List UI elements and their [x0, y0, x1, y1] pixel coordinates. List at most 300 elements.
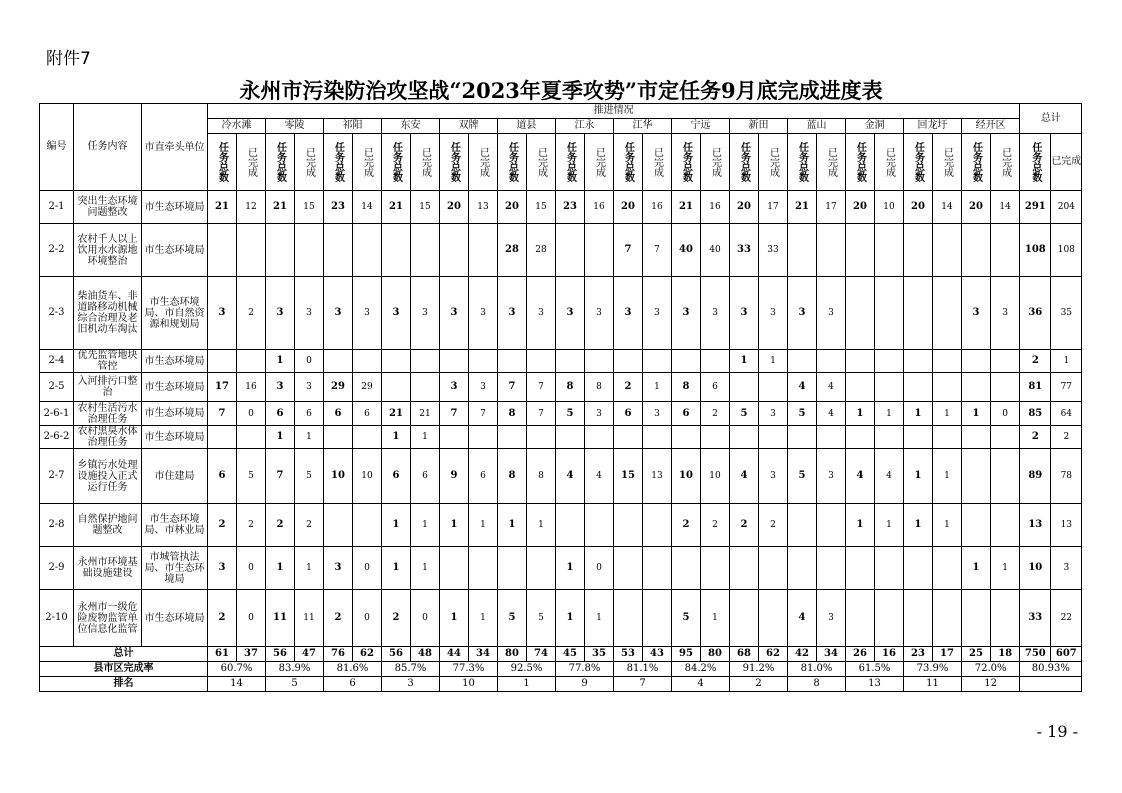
- value-cell: 3: [817, 449, 846, 504]
- table-row: [40, 224, 1082, 277]
- value-cell: [933, 373, 962, 402]
- value-cell: [411, 350, 440, 373]
- value-cell: [991, 350, 1020, 373]
- row-dept: 市生态环境局: [142, 224, 208, 277]
- value-cell: 4: [730, 449, 759, 504]
- value-cell: [933, 277, 962, 350]
- rate-label: 县市区完成率: [40, 662, 208, 677]
- value-cell: [614, 504, 643, 547]
- value-cell: 3: [817, 590, 846, 647]
- rate-cell: 81.6%: [324, 662, 382, 677]
- value-cell: 0: [991, 402, 1020, 426]
- value-cell: 3: [788, 277, 817, 350]
- value-cell: 8: [556, 373, 585, 402]
- value-cell: [962, 224, 991, 277]
- value-cell: 1: [904, 504, 933, 547]
- value-cell: [208, 224, 237, 277]
- subheader-done-label: 已完成: [883, 147, 895, 177]
- value-cell: 6: [208, 449, 237, 504]
- value-cell: 7: [527, 373, 556, 402]
- value-cell: [904, 590, 933, 647]
- value-cell: 3: [324, 277, 353, 350]
- value-cell: [991, 590, 1020, 647]
- sum-cell: 17: [933, 647, 962, 662]
- value-cell: 16: [585, 191, 614, 224]
- value-cell: 0: [295, 350, 324, 373]
- rate-cell: 84.2%: [672, 662, 730, 677]
- rank-cell: 3: [382, 677, 440, 692]
- value-cell: 1: [556, 547, 585, 590]
- value-cell: [353, 504, 382, 547]
- value-cell: [672, 350, 701, 373]
- subheader-done-label: 已完成: [767, 147, 779, 177]
- value-cell: 6: [614, 402, 643, 426]
- value-cell: 17: [759, 191, 788, 224]
- value-cell: 2: [730, 504, 759, 547]
- value-cell: 3: [324, 547, 353, 590]
- value-cell: 1: [382, 547, 411, 590]
- region-header: 宁远: [672, 119, 730, 134]
- subheader-total-label: 任务总数: [912, 142, 924, 182]
- value-cell: [904, 426, 933, 449]
- value-cell: 5: [672, 590, 701, 647]
- value-cell: [382, 373, 411, 402]
- row-dept: 市生态环境局: [142, 402, 208, 426]
- row-dept: 市住建局: [142, 449, 208, 504]
- value-cell: 28: [498, 224, 527, 277]
- sum-cell: 62: [353, 647, 382, 662]
- value-cell: [266, 224, 295, 277]
- region-header: 江永: [556, 119, 614, 134]
- value-cell: 21: [382, 402, 411, 426]
- value-cell: [991, 449, 1020, 504]
- row-no: 2-7: [40, 449, 74, 504]
- value-cell: 0: [237, 590, 266, 647]
- value-cell: 2: [759, 504, 788, 547]
- value-cell: 6: [324, 402, 353, 426]
- row-total-tasks: 33: [1020, 590, 1051, 647]
- value-cell: 1: [469, 590, 498, 647]
- value-cell: 4: [846, 449, 875, 504]
- row-no: 2-3: [40, 277, 74, 350]
- region-header: 双牌: [440, 119, 498, 134]
- value-cell: [730, 373, 759, 402]
- value-cell: 3: [411, 277, 440, 350]
- value-cell: 5: [295, 449, 324, 504]
- value-cell: 1: [962, 402, 991, 426]
- value-cell: [614, 590, 643, 647]
- sum-cell: 62: [759, 647, 788, 662]
- subheader-done: [411, 134, 440, 191]
- row-task: 突出生态环境问题整改: [74, 191, 142, 224]
- value-cell: 21: [788, 191, 817, 224]
- rate-cell: 73.9%: [904, 662, 962, 677]
- value-cell: 2: [382, 590, 411, 647]
- sum-cell: 35: [585, 647, 614, 662]
- header-no: 编号: [40, 104, 74, 191]
- subheader-total: [266, 134, 295, 191]
- table-row: [40, 449, 1082, 504]
- value-cell: [788, 350, 817, 373]
- subheader-total-label: 任务总数: [738, 142, 750, 182]
- sum-cell: 68: [730, 647, 759, 662]
- value-cell: 5: [556, 402, 585, 426]
- value-cell: 1: [266, 350, 295, 373]
- subheader-total: [846, 134, 875, 191]
- value-cell: 2: [614, 373, 643, 402]
- header-task: 任务内容: [74, 104, 142, 191]
- rank-total: [1020, 677, 1082, 692]
- value-cell: 1: [527, 504, 556, 547]
- value-cell: [411, 373, 440, 402]
- value-cell: 1: [701, 590, 730, 647]
- value-cell: [759, 590, 788, 647]
- subheader-done-label: 已完成: [941, 147, 953, 177]
- value-cell: 11: [295, 590, 324, 647]
- subheader-total: [556, 134, 585, 191]
- subheader-done-label: 已完成: [999, 147, 1011, 177]
- value-cell: 9: [440, 449, 469, 504]
- value-cell: [788, 426, 817, 449]
- value-cell: 1: [933, 402, 962, 426]
- value-cell: 3: [672, 277, 701, 350]
- value-cell: 16: [237, 373, 266, 402]
- value-cell: 3: [643, 277, 672, 350]
- subheader-done: [991, 134, 1020, 191]
- value-cell: [353, 224, 382, 277]
- value-cell: 2: [208, 590, 237, 647]
- value-cell: 3: [440, 277, 469, 350]
- value-cell: 4: [817, 373, 846, 402]
- value-cell: 5: [237, 449, 266, 504]
- subheader-total-label: 任务总数: [564, 142, 576, 182]
- value-cell: [904, 224, 933, 277]
- subheader-done-label: 已完成: [361, 147, 373, 177]
- value-cell: 11: [266, 590, 295, 647]
- region-header: 新田: [730, 119, 788, 134]
- value-cell: [498, 426, 527, 449]
- value-cell: 20: [730, 191, 759, 224]
- rate-cell: 81.0%: [788, 662, 846, 677]
- row-total-done: 204: [1051, 191, 1082, 224]
- value-cell: [875, 373, 904, 402]
- value-cell: 3: [469, 277, 498, 350]
- value-cell: 20: [904, 191, 933, 224]
- value-cell: 3: [295, 373, 324, 402]
- rank-cell: 10: [440, 677, 498, 692]
- value-cell: [817, 547, 846, 590]
- value-cell: [643, 426, 672, 449]
- sum-cell: 80: [701, 647, 730, 662]
- value-cell: 3: [817, 277, 846, 350]
- subheader-done-label: 已完成: [419, 147, 431, 177]
- rank-cell: 2: [730, 677, 788, 692]
- row-total-tasks: 36: [1020, 277, 1051, 350]
- subheader-total-label: 任务总数: [506, 142, 518, 182]
- subheader-total-label: 任务总数: [622, 142, 634, 182]
- rate-cell: 60.7%: [208, 662, 266, 677]
- value-cell: 3: [382, 277, 411, 350]
- region-header: 祁阳: [324, 119, 382, 134]
- value-cell: [382, 350, 411, 373]
- sum-cell: 44: [440, 647, 469, 662]
- row-total-done: 3: [1051, 547, 1082, 590]
- sum-cell: 34: [817, 647, 846, 662]
- row-no: 2-10: [40, 590, 74, 647]
- value-cell: 0: [353, 590, 382, 647]
- subheader-done: [701, 134, 730, 191]
- value-cell: 40: [701, 224, 730, 277]
- value-cell: [469, 224, 498, 277]
- value-cell: 20: [962, 191, 991, 224]
- value-cell: [817, 350, 846, 373]
- value-cell: [353, 350, 382, 373]
- value-cell: 1: [295, 547, 324, 590]
- value-cell: 12: [237, 191, 266, 224]
- row-total-tasks: 10: [1020, 547, 1051, 590]
- sum-cell: 34: [469, 647, 498, 662]
- value-cell: 6: [353, 402, 382, 426]
- rank-cell: 7: [614, 677, 672, 692]
- row-total-tasks: 291: [1020, 191, 1051, 224]
- rank-cell: 1: [498, 677, 556, 692]
- value-cell: 21: [672, 191, 701, 224]
- value-cell: [440, 547, 469, 590]
- value-cell: 3: [556, 277, 585, 350]
- rank-cell: 12: [962, 677, 1020, 692]
- value-cell: [991, 224, 1020, 277]
- value-cell: 6: [266, 402, 295, 426]
- sum-cell: 18: [991, 647, 1020, 662]
- table-row: [40, 373, 1082, 402]
- value-cell: [875, 350, 904, 373]
- row-no: 2-9: [40, 547, 74, 590]
- subheader-total-label: 任务总数: [796, 142, 808, 182]
- value-cell: [295, 224, 324, 277]
- value-cell: 6: [295, 402, 324, 426]
- subheader-total: [962, 134, 991, 191]
- subheader-done: [585, 134, 614, 191]
- value-cell: 1: [904, 449, 933, 504]
- header-total: 总计: [1020, 104, 1082, 134]
- row-no: 2-4: [40, 350, 74, 373]
- row-total-done: 108: [1051, 224, 1082, 277]
- value-cell: [962, 449, 991, 504]
- value-cell: 20: [498, 191, 527, 224]
- row-task: 优先监管地块管控: [74, 350, 142, 373]
- sum-cell: 56: [382, 647, 411, 662]
- value-cell: 21: [208, 191, 237, 224]
- value-cell: [759, 373, 788, 402]
- subheader-total-label: 任务总数: [332, 142, 344, 182]
- subheader-total: [498, 134, 527, 191]
- value-cell: [962, 590, 991, 647]
- value-cell: [556, 224, 585, 277]
- value-cell: [846, 224, 875, 277]
- value-cell: 13: [643, 449, 672, 504]
- value-cell: 5: [788, 402, 817, 426]
- value-cell: 4: [817, 402, 846, 426]
- value-cell: 33: [730, 224, 759, 277]
- subheader-total-label: 任务总数: [854, 142, 866, 182]
- rank-cell: 4: [672, 677, 730, 692]
- subheader-total: [904, 134, 933, 191]
- value-cell: [991, 426, 1020, 449]
- value-cell: 2: [208, 504, 237, 547]
- subheader-total-label: 任务总数: [970, 142, 982, 182]
- value-cell: [846, 373, 875, 402]
- row-total-done: 64: [1051, 402, 1082, 426]
- value-cell: [875, 224, 904, 277]
- page-number: - 19 -: [1036, 722, 1078, 741]
- value-cell: [991, 373, 1020, 402]
- value-cell: 28: [527, 224, 556, 277]
- row-dept: 市生态环境局、市自然资源和规划局: [142, 277, 208, 350]
- value-cell: 3: [295, 277, 324, 350]
- value-cell: [962, 426, 991, 449]
- rank-cell: 9: [556, 677, 614, 692]
- region-header: 回龙圩: [904, 119, 962, 134]
- subheader-done: [353, 134, 382, 191]
- value-cell: [324, 350, 353, 373]
- value-cell: [324, 224, 353, 277]
- value-cell: 1: [875, 402, 904, 426]
- sum-cell: 37: [237, 647, 266, 662]
- value-cell: 17: [817, 191, 846, 224]
- row-task: 柴油货车、非道路移动机械综合治理及老旧机动车淘汰: [74, 277, 142, 350]
- value-cell: 23: [556, 191, 585, 224]
- row-total-done: 77: [1051, 373, 1082, 402]
- sum-cell: 76: [324, 647, 353, 662]
- value-cell: [614, 426, 643, 449]
- subheader-total-label: 任务总数: [274, 142, 286, 182]
- value-cell: 1: [266, 426, 295, 449]
- value-cell: [672, 547, 701, 590]
- value-cell: 21: [411, 402, 440, 426]
- value-cell: 2: [324, 590, 353, 647]
- row-total-tasks: 108: [1020, 224, 1051, 277]
- subheader-total: [324, 134, 353, 191]
- value-cell: 7: [498, 373, 527, 402]
- header-dept: 市直牵头单位: [142, 104, 208, 191]
- value-cell: 1: [991, 547, 1020, 590]
- value-cell: 1: [411, 547, 440, 590]
- value-cell: 5: [730, 402, 759, 426]
- value-cell: [469, 350, 498, 373]
- value-cell: 1: [266, 547, 295, 590]
- value-cell: 3: [701, 277, 730, 350]
- value-cell: [933, 547, 962, 590]
- value-cell: 6: [382, 449, 411, 504]
- row-total-done: 78: [1051, 449, 1082, 504]
- value-cell: 1: [440, 504, 469, 547]
- sum-cell: 16: [875, 647, 904, 662]
- row-no: 2-2: [40, 224, 74, 277]
- row-no: 2-8: [40, 504, 74, 547]
- value-cell: 2: [237, 504, 266, 547]
- table-row: [40, 504, 1082, 547]
- subheader-done-label: 已完成: [303, 147, 315, 177]
- value-cell: [527, 547, 556, 590]
- value-cell: [933, 590, 962, 647]
- row-task: 永州市一级危险废物监管单位信息化监管: [74, 590, 142, 647]
- value-cell: 3: [440, 373, 469, 402]
- subheader-total-label: 任务总数: [1029, 142, 1041, 182]
- value-cell: 6: [469, 449, 498, 504]
- subheader-done-label: 已完成: [651, 147, 663, 177]
- value-cell: [817, 504, 846, 547]
- value-cell: 4: [788, 590, 817, 647]
- value-cell: 3: [759, 402, 788, 426]
- rate-cell: 72.0%: [962, 662, 1020, 677]
- value-cell: 29: [353, 373, 382, 402]
- row-task: 农村黑臭水体治理任务: [74, 426, 142, 449]
- value-cell: 1: [933, 504, 962, 547]
- region-header: 东安: [382, 119, 440, 134]
- row-no: 2-6-1: [40, 402, 74, 426]
- sum-cell: 42: [788, 647, 817, 662]
- value-cell: 10: [875, 191, 904, 224]
- value-cell: 1: [382, 426, 411, 449]
- value-cell: 7: [266, 449, 295, 504]
- row-task: 农村千人以上饮用水水源地环境整治: [74, 224, 142, 277]
- subheader-done: [875, 134, 904, 191]
- value-cell: 15: [614, 449, 643, 504]
- value-cell: 7: [643, 224, 672, 277]
- value-cell: 0: [237, 402, 266, 426]
- value-cell: 7: [614, 224, 643, 277]
- value-cell: 1: [759, 350, 788, 373]
- value-cell: [643, 547, 672, 590]
- table-row: [40, 277, 1082, 350]
- rank-label: 排名: [40, 677, 208, 692]
- value-cell: 10: [672, 449, 701, 504]
- subheader-done-label: 已完成: [245, 147, 257, 177]
- value-cell: [846, 350, 875, 373]
- value-cell: 3: [266, 373, 295, 402]
- value-cell: [846, 426, 875, 449]
- value-cell: 29: [324, 373, 353, 402]
- value-cell: 1: [498, 504, 527, 547]
- value-cell: [759, 547, 788, 590]
- subheader-total-label: 任务总数: [448, 142, 460, 182]
- subheader-done: [933, 134, 962, 191]
- value-cell: 3: [585, 402, 614, 426]
- sum-cell: 80: [498, 647, 527, 662]
- value-cell: [730, 590, 759, 647]
- value-cell: [643, 590, 672, 647]
- value-cell: [324, 504, 353, 547]
- row-total-done: 2: [1051, 426, 1082, 449]
- sum-cell: 95: [672, 647, 701, 662]
- region-header: 零陵: [266, 119, 324, 134]
- sum-label: 总计: [40, 647, 208, 662]
- row-dept: 市城管执法局、市生态环境局: [142, 547, 208, 590]
- value-cell: 1: [556, 590, 585, 647]
- value-cell: 4: [556, 449, 585, 504]
- page-title: 永州市污染防治攻坚战“2023年夏季攻势”市定任务9月底完成进度表: [239, 78, 883, 103]
- value-cell: [904, 350, 933, 373]
- value-cell: 4: [788, 373, 817, 402]
- row-total-done: 1: [1051, 350, 1082, 373]
- value-cell: [411, 224, 440, 277]
- region-header: 道县: [498, 119, 556, 134]
- value-cell: 6: [701, 373, 730, 402]
- value-cell: [730, 426, 759, 449]
- value-cell: 2: [672, 504, 701, 547]
- sum-total-done: 607: [1051, 647, 1082, 662]
- subheader-total: [1020, 134, 1051, 191]
